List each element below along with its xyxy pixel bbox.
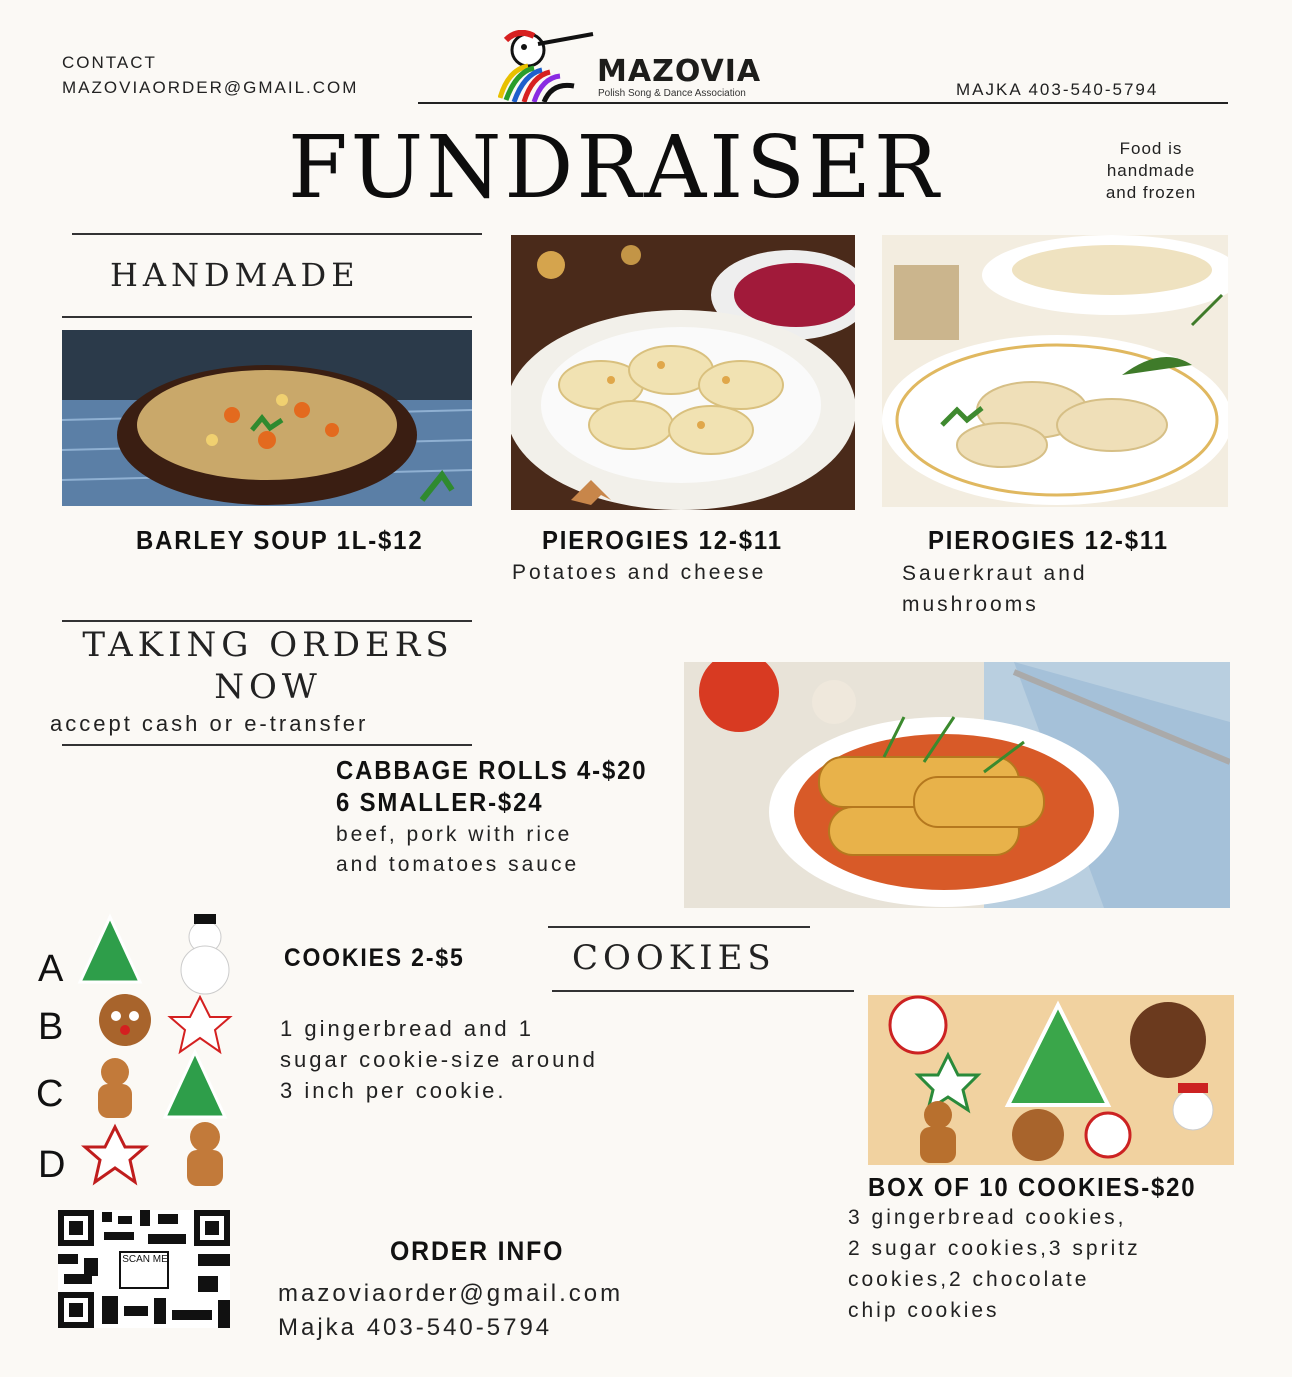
cabbage-desc2: and tomatoes sauce: [336, 853, 580, 876]
orders-heading: [58, 624, 478, 708]
orders-top-rule: [62, 620, 472, 622]
desc-line: 3 inch per cookie.: [280, 1078, 507, 1103]
contact-label: CONTACT: [62, 53, 157, 72]
cookie-option-b-label: B: [38, 1006, 64, 1048]
cookies-heading: COOKIES: [572, 938, 776, 978]
qr-scan-label: SCAN ME: [122, 1254, 168, 1265]
order-info-heading: ORDER INFO: [390, 1236, 565, 1266]
cookie-option-a-label: A: [38, 948, 64, 990]
cookie-box-photo: [868, 995, 1234, 1165]
orders-line1: TAKING ORDERS: [82, 625, 454, 665]
note-line: Food is: [1119, 139, 1183, 158]
handmade-top-rule: [72, 233, 482, 235]
cookie-option-c-label: C: [36, 1073, 64, 1115]
contact-block: [62, 50, 358, 100]
desc-line: 3 gingerbread cookies,: [848, 1206, 1127, 1229]
logo-subtitle: Polish Song & Dance Association: [598, 88, 746, 99]
orders-line2: NOW: [214, 667, 322, 707]
desc-line: sugar cookie-size around: [280, 1047, 598, 1072]
desc-line: Sauerkraut and: [902, 562, 1088, 585]
cookie-option-d-label: D: [38, 1144, 66, 1186]
payment-note: accept cash or e-transfer: [50, 711, 369, 736]
cabbage-desc1: beef, pork with rice: [336, 823, 573, 846]
note-line: handmade: [1106, 161, 1196, 180]
handmade-bottom-rule: [62, 316, 472, 318]
logo-name: MAZOVIA: [597, 54, 762, 89]
cabbage-title2: 6 SMALLER-$24: [336, 787, 544, 817]
header-phone[interactable]: MAJKA 403-540-5794: [956, 80, 1159, 99]
pierogies-sauerkraut-photo: [882, 235, 1228, 507]
cookie-box-desc: [848, 1202, 1141, 1326]
desc-line: 1 gingerbread and 1: [280, 1016, 534, 1041]
desc-line: mushrooms: [902, 593, 1039, 616]
page-title: FUNDRAISER: [288, 118, 942, 218]
order-info-email[interactable]: mazoviaorder@gmail.com: [278, 1280, 624, 1307]
cookies-top-rule: [548, 926, 810, 928]
item-desc-pierogies-sauerkraut: [902, 558, 1088, 620]
item-title-barley: BARLEY SOUP 1L-$12: [136, 525, 424, 555]
cabbage-rolls-photo: [684, 662, 1230, 908]
desc-line: 2 sugar cookies,3 spritz: [848, 1237, 1141, 1260]
cookie-options-image: [70, 912, 250, 1192]
order-info-phone[interactable]: Majka 403-540-5794: [278, 1314, 553, 1341]
item-title-pierogies-cheese: PIEROGIES 12-$11: [542, 525, 783, 555]
frozen-note: [1080, 138, 1222, 204]
qr-code[interactable]: [58, 1210, 230, 1328]
cookies-desc: [280, 1013, 598, 1106]
item-desc-pierogies-cheese: Potatoes and cheese: [512, 561, 767, 584]
header-divider: [418, 102, 1228, 104]
desc-line: cookies,2 chocolate: [848, 1268, 1090, 1291]
item-title-pierogies-sauerkraut: PIEROGIES 12-$11: [928, 525, 1169, 555]
handmade-heading: HANDMADE: [110, 256, 360, 294]
orders-bottom-rule: [62, 744, 472, 746]
cookies-price: COOKIES 2-$5: [284, 944, 465, 972]
cookie-box-title: BOX OF 10 COOKIES-$20: [868, 1172, 1197, 1202]
cookies-bottom-rule: [552, 990, 854, 992]
desc-line: chip cookies: [848, 1299, 1000, 1322]
contact-email[interactable]: MAZOVIAORDER@GMAIL.COM: [62, 78, 359, 97]
note-line: and frozen: [1105, 183, 1197, 202]
barley-soup-photo: [62, 330, 472, 506]
pierogies-cheese-photo: [511, 235, 855, 510]
cabbage-title1: CABBAGE ROLLS 4-$20: [336, 755, 648, 785]
